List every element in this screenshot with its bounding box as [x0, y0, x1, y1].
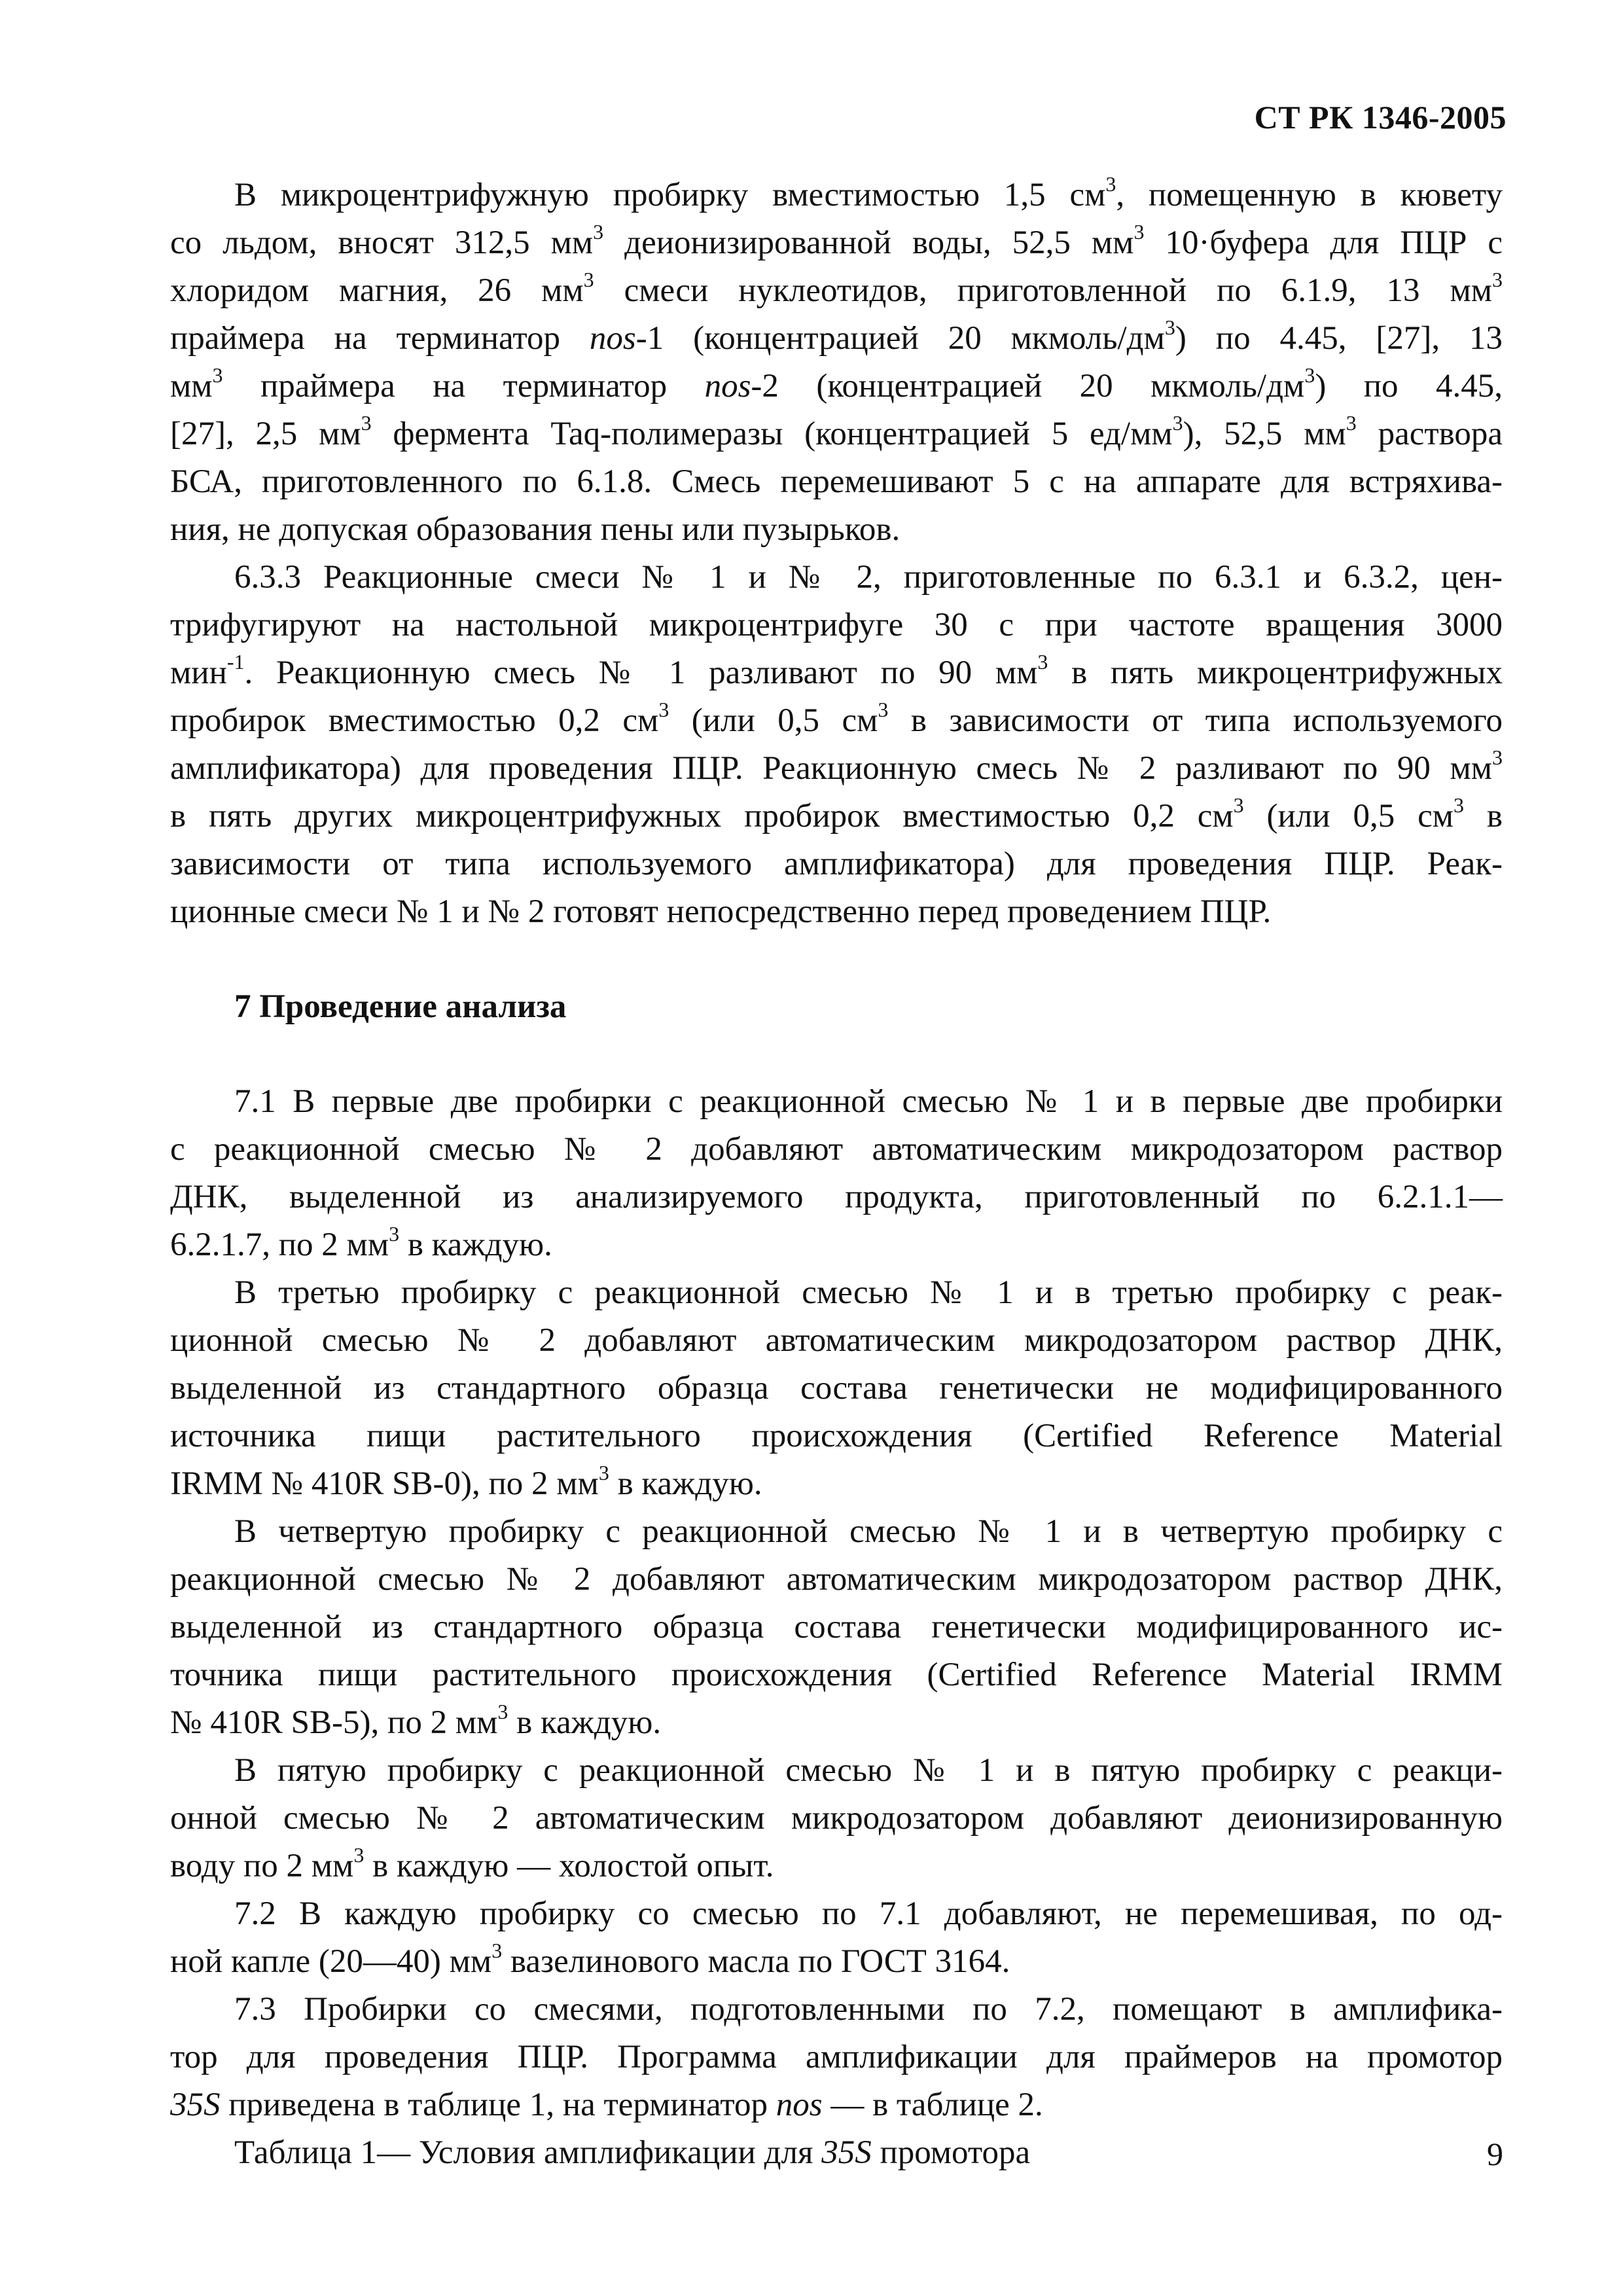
text-line: праймера на терминатор nos-1 (концентрацией 20 мкмоль/$дм^3$) по 4.45, [27], 13 — [170, 315, 1503, 357]
text-line: выделенной из стандартного образца состава генетически не модифицированного — [170, 1370, 1503, 1407]
text-line: мин$^{-1}$. Реакционную смесь № 1 разливают по 90 $мм^3$ в пять микроцентрифужных — [170, 650, 1503, 691]
text-line: 6.3.3 Реакционные смеси № 1 и № 2, приготовленные по 6.3.1 и 6.3.2, цен- — [234, 559, 1503, 596]
text-line: выделенной из стандартного образца состава генетически модифицированного ис- — [170, 1609, 1503, 1645]
text-line: тор для проведения ПЦР. Программа амплификации для праймеров на промотор — [170, 2039, 1503, 2075]
text-line: 7.1 В первые две пробирки с реакционной смесью № 1 и в первые две пробирки — [234, 1083, 1503, 1120]
text-line: источника пищи растительного происхождения (Certified Reference Material — [170, 1418, 1503, 1454]
text-line: ной капле (20—40) $мм^3$ вазелинового масла по ГОСТ 3164. — [170, 1939, 1010, 1980]
text-line: ционные смеси № 1 и № 2 готовят непосредственно перед проведением ПЦР. — [170, 893, 1272, 930]
text-line: В третью пробирку с реакционной смесью № 1 и в третью пробирку с реак- — [234, 1274, 1503, 1311]
text-line: воду по 2 $мм^3$ в каждую — холостой опыт. — [170, 1843, 774, 1884]
text-line: 7.2 В каждую пробирку со смесью по 7.1 добавляют, не перемешивая, по од- — [234, 1895, 1503, 1932]
text-line: 7.3 Пробирки со смесями, подготовленными по 7.2, помещают в амплифика- — [234, 1991, 1503, 2028]
text-line: [27], 2,5 $мм^3$ фермента Taq-полимеразы (концентрацией 5 $ед/мм^3$), 52,5 $мм^3$ раствора — [170, 411, 1503, 452]
section-title: 7 Проведение анализа — [234, 988, 567, 1025]
text-line: в пять других микроцентрифужных пробирок вместимостью 0,2 $см^3$ (или 0,5 $см^3$ в — [170, 793, 1503, 834]
text-line: В микроцентрифужную пробирку вместимостью 1,5 $см^3$, помещенную в кювету — [234, 172, 1503, 213]
text-line: реакционной смесью № 2 добавляют автоматическим микродозатором раствор ДНК, — [170, 1561, 1503, 1598]
text-line: ционной смесью № 2 добавляют автоматическим микродозатором раствор ДНК, — [170, 1322, 1503, 1359]
text-line: хлоридом магния, 26 $мм^3$ смеси нуклеотидов, приготовленной по 6.1.9, 13 $мм^3$ — [170, 268, 1503, 309]
text-line: $мм^3$ праймера на терминатор nos-2 (концентрацией 20 мкмоль/$дм^3$) по 4.45, — [170, 363, 1503, 404]
text-line: IRMM № 410R SB-0), по 2 $мм^3$ в каждую. — [170, 1461, 762, 1502]
text-line: пробирок вместимостью 0,2 $см^3$ (или 0,5 $см^3$ в зависимости от типа используемого — [170, 698, 1503, 739]
text-line: трифугируют на настольной микроцентрифуге 30 с при частоте вращения 3000 — [170, 607, 1503, 643]
text-line: со льдом, вносят 312,5 $мм^3$ деионизированной воды, 52,5 $мм^3$ 10·буфера для ПЦР с — [170, 220, 1503, 261]
text-line: зависимости от типа используемого амплификатора) для проведения ПЦР. Реак- — [170, 846, 1503, 882]
text-line: с реакционной смесью № 2 добавляют автоматическим микродозатором раствор — [170, 1131, 1503, 1168]
text-line: 35S приведена в таблице 1, на терминатор nos — в таблице 2. — [170, 2087, 1043, 2123]
document-body — [170, 171, 1503, 2177]
text-line: точника пищи растительного происхождения (Certified Reference Material IRMM — [170, 1657, 1503, 1693]
page-number: 9 — [1487, 2136, 1503, 2172]
table-caption: Таблица 1— Условия амплификации для 35S промотора — [234, 2134, 1031, 2171]
text-line: № 410R SB-5), по 2 $мм^3$ в каждую. — [170, 1700, 662, 1741]
text-line: В пятую пробирку с реакционной смесью № 1 и в пятую пробирку с реакци- — [234, 1752, 1503, 1789]
text-line: амплификатора) для проведения ПЦР. Реакционную смесь № 2 разливают по 90 $мм^3$ — [170, 745, 1503, 787]
text-line: БСА, приготовленного по 6.1.8. Смесь перемешивают 5 с на аппарате для встряхива- — [170, 463, 1503, 500]
text-line: 6.2.1.7, по 2 $мм^3$ в каждую. — [170, 1222, 552, 1263]
standard-code-header: СТ РК 1346-2005 — [1254, 99, 1507, 135]
text-line: В четвертую пробирку с реакционной смесью № 1 и в четвертую пробирку с — [234, 1513, 1503, 1550]
text-line: ДНК, выделенной из анализируемого продукта, приготовленный по 6.2.1.1— — [170, 1179, 1503, 1215]
text-line: онной смесью № 2 автоматическим микродозатором добавляют деионизированную — [170, 1800, 1503, 1837]
text-line: ния, не допуская образования пены или пузырьков. — [170, 511, 901, 548]
